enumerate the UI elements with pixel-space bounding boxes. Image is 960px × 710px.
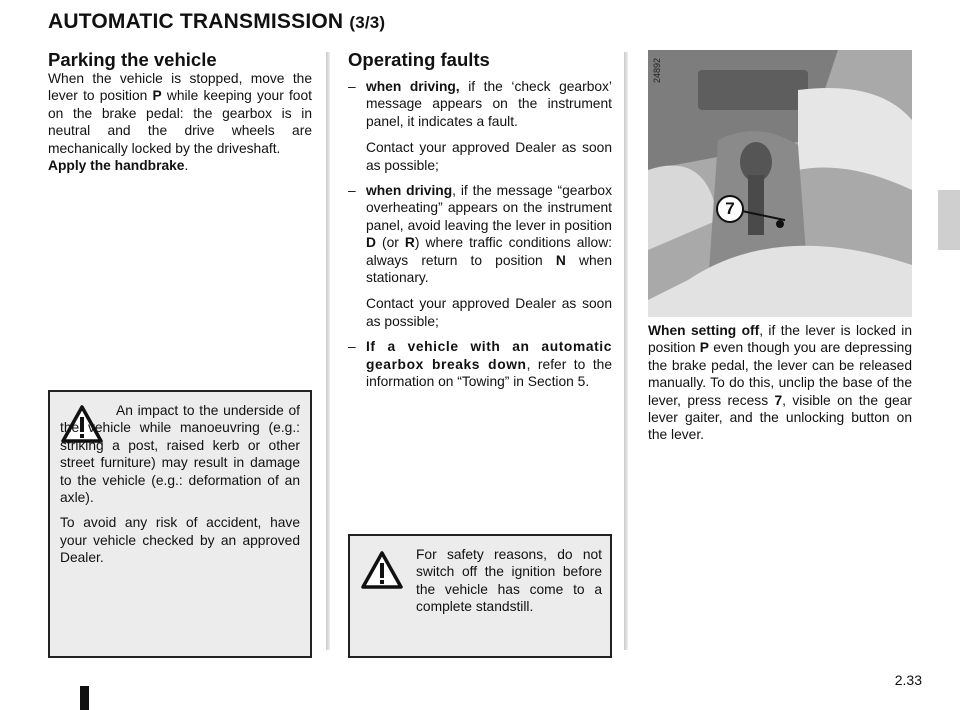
corner-mark <box>80 686 89 710</box>
parking-section <box>48 50 312 174</box>
parking-body: When the vehicle is stopped, move the lever to position P while keeping your foot on the brake pedal: the gearbox is in neutral and the drive wheels are mechanically locked by the driveshaft. Apply the handbrake. <box>48 71 312 174</box>
list-item: – when driving, if the message “gearbox overheating” appears on the instrument panel, avoid leaving the lever in position D (or R) where traffic conditions allow: always return to position N when stationary. Contact your approved Dealer as soon as possible; <box>348 183 613 329</box>
section-tab <box>938 190 960 250</box>
setting-off-text: When setting off, if the lever is locked in position P even though you are depressing the brake pedal, the lever can be released manually. To do this, unclip the base of the lever, press recess 7, visible on the gear lever gaiter, and the unlocking button on the lever. <box>648 323 913 443</box>
impact-warning-box <box>48 390 312 658</box>
ignition-warning-text: For safety reasons, do not switch off the ignition before the vehicle has come to a complete standstill. <box>416 547 602 615</box>
page-title-text: AUTOMATIC TRANSMISSION <box>48 10 344 33</box>
column-divider <box>624 52 628 650</box>
list-item-note: Contact your approved Dealer as soon as possible; <box>366 296 612 329</box>
list-item: – If a vehicle with an automatic gearbox breaks down, refer to the information on “Towing” in Section 5. <box>348 339 612 390</box>
list-item: – when driving, if the ‘check gearbox’ message appears on the instrument panel, it indicates a fault. Contact your approved Dealer as soon as possible; <box>348 79 612 173</box>
list-item-note: Contact your approved Dealer as soon as possible; <box>366 140 612 173</box>
gear-lever-photo <box>648 50 912 317</box>
gear-lever-illustration <box>648 50 912 317</box>
impact-warning-text <box>60 402 300 567</box>
column-divider <box>326 52 330 650</box>
parking-heading: Parking the vehicle <box>48 49 217 70</box>
ignition-warning-box <box>348 534 612 658</box>
setting-off-section <box>648 322 912 444</box>
figure-code: 24892 <box>652 58 662 84</box>
page-number: 2.33 <box>894 672 922 688</box>
faults-heading: Operating faults <box>348 49 490 70</box>
faults-section <box>348 50 612 391</box>
page-title-part: (3/3) <box>349 13 386 32</box>
callout-7: 7 <box>716 195 744 223</box>
impact-warning-para2: To avoid any risk of accident, have your vehicle checked by an approved Dealer. <box>60 515 300 566</box>
page-title <box>48 10 385 34</box>
impact-warning-para1: An impact to the underside of the vehicle while manoeuvring (e.g.: striking a post, raised kerb or other street furniture) may result in damage to the vehicle (e.g.: deformation of an axle). <box>60 403 300 506</box>
warning-triangle-icon <box>360 550 404 590</box>
